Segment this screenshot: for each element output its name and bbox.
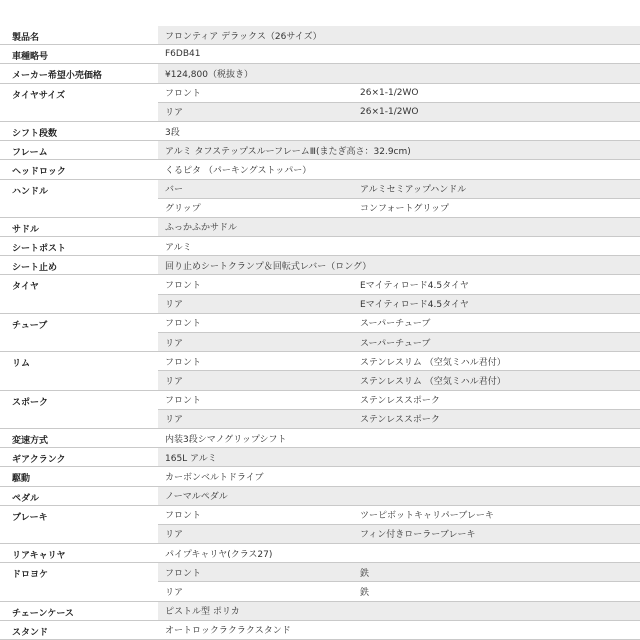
spec-sub-label: バー	[158, 179, 356, 198]
spec-row	[0, 237, 640, 256]
spec-value: くるピタ （パーキングストッパー）	[158, 160, 640, 179]
spec-label: ドロヨケ	[0, 563, 158, 601]
spec-value: フロンティア デラックス（26サイズ）	[158, 26, 640, 45]
spec-row	[0, 26, 640, 45]
spec-row	[0, 217, 640, 236]
spec-label: メーカー希望小売価格	[0, 64, 158, 83]
spec-label: ヘッドロック	[0, 160, 158, 179]
spec-value: ふっかふかサドル	[158, 217, 640, 236]
spec-value: Eマイティロード4.5タイヤ	[356, 275, 640, 294]
spec-value: Eマイティロード4.5タイヤ	[356, 294, 640, 313]
spec-value: コンフォートグリップ	[356, 198, 640, 217]
spec-value: 165L アルミ	[158, 448, 640, 467]
spec-value: ステンレススポーク	[356, 390, 640, 409]
spec-value: スーパーチューブ	[356, 333, 640, 352]
spec-value: ¥124,800（税抜き）	[158, 64, 640, 83]
spec-sub-label: リア	[158, 333, 356, 352]
spec-value: アルミセミアップハンドル	[356, 179, 640, 198]
spec-row	[0, 601, 640, 620]
spec-value: スーパーチューブ	[356, 313, 640, 332]
spec-value: 内装3段シマノグリップシフト	[158, 428, 640, 447]
spec-sub-label: リア	[158, 371, 356, 390]
spec-label: リム	[0, 352, 158, 390]
spec-sub-label: フロント	[158, 352, 356, 371]
spec-value: カーボンベルトドライブ	[158, 467, 640, 486]
spec-label: リアキャリヤ	[0, 544, 158, 563]
spec-value: フィン付きローラーブレーキ	[356, 524, 640, 543]
spec-value: ステンレスリム （空気ミハル君付）	[356, 371, 640, 390]
spec-value: F6DB41	[158, 45, 640, 64]
spec-row	[0, 83, 640, 102]
spec-sub-label: フロント	[158, 563, 356, 582]
spec-value: ステンレススポーク	[356, 409, 640, 428]
spec-sub-label: リア	[158, 409, 356, 428]
spec-value: 3段	[158, 121, 640, 140]
spec-value: アルミ タフステップスルーフレームⅢ(またぎ高さ：32.9cm)	[158, 141, 640, 160]
spec-label: シフト段数	[0, 121, 158, 140]
spec-row	[0, 390, 640, 409]
spec-row	[0, 179, 640, 198]
spec-value: ノーマルペダル	[158, 486, 640, 505]
spec-row	[0, 428, 640, 447]
spec-value: ステンレスリム （空気ミハル君付）	[356, 352, 640, 371]
spec-value: オートロックラクラクスタンド	[158, 620, 640, 639]
spec-value: 鉄	[356, 582, 640, 601]
spec-label: 車種略号	[0, 45, 158, 64]
spec-label: シートポスト	[0, 237, 158, 256]
spec-row	[0, 486, 640, 505]
spec-row	[0, 45, 640, 64]
spec-label: 変速方式	[0, 428, 158, 447]
spec-sub-label: フロント	[158, 390, 356, 409]
spec-sub-label: フロント	[158, 275, 356, 294]
spec-value: 26×1-1/2WO	[356, 83, 640, 102]
spec-label: ハンドル	[0, 179, 158, 217]
spec-label: ギアクランク	[0, 448, 158, 467]
spec-sub-label: フロント	[158, 505, 356, 524]
spec-sub-label: リア	[158, 102, 356, 121]
spec-row	[0, 313, 640, 332]
spec-row	[0, 467, 640, 486]
spec-row	[0, 620, 640, 639]
spec-value: 26×1-1/2WO	[356, 102, 640, 121]
spec-row	[0, 64, 640, 83]
spec-row	[0, 448, 640, 467]
spec-row	[0, 544, 640, 563]
spec-sub-label: フロント	[158, 83, 356, 102]
spec-row	[0, 160, 640, 179]
spec-label: ブレーキ	[0, 505, 158, 543]
spec-sub-label: リア	[158, 582, 356, 601]
spec-label: 駆動	[0, 467, 158, 486]
spec-table	[0, 26, 640, 640]
spec-value: パイプキャリヤ(クラス27)	[158, 544, 640, 563]
spec-row	[0, 505, 640, 524]
spec-label: スポーク	[0, 390, 158, 428]
spec-value: 回り止めシートクランプ＆回転式レバー（ロング）	[158, 256, 640, 275]
spec-label: シート止め	[0, 256, 158, 275]
spec-label: フレーム	[0, 141, 158, 160]
spec-row	[0, 563, 640, 582]
spec-label: ペダル	[0, 486, 158, 505]
spec-sub-label: リア	[158, 294, 356, 313]
spec-label: スタンド	[0, 620, 158, 639]
spec-row	[0, 275, 640, 294]
spec-sub-label: フロント	[158, 313, 356, 332]
spec-row	[0, 121, 640, 140]
spec-value: アルミ	[158, 237, 640, 256]
spec-sub-label: リア	[158, 524, 356, 543]
spec-label: 製品名	[0, 26, 158, 45]
spec-label: タイヤ	[0, 275, 158, 313]
spec-label: サドル	[0, 217, 158, 236]
spec-label: チェーンケース	[0, 601, 158, 620]
spec-value: ピストル型 ポリカ	[158, 601, 640, 620]
spec-value: 鉄	[356, 563, 640, 582]
spec-value: ツーピボットキャリパーブレーキ	[356, 505, 640, 524]
spec-row	[0, 352, 640, 371]
spec-row	[0, 256, 640, 275]
spec-label: タイヤサイズ	[0, 83, 158, 121]
spec-row	[0, 141, 640, 160]
spec-label: チューブ	[0, 313, 158, 351]
spec-sub-label: グリップ	[158, 198, 356, 217]
